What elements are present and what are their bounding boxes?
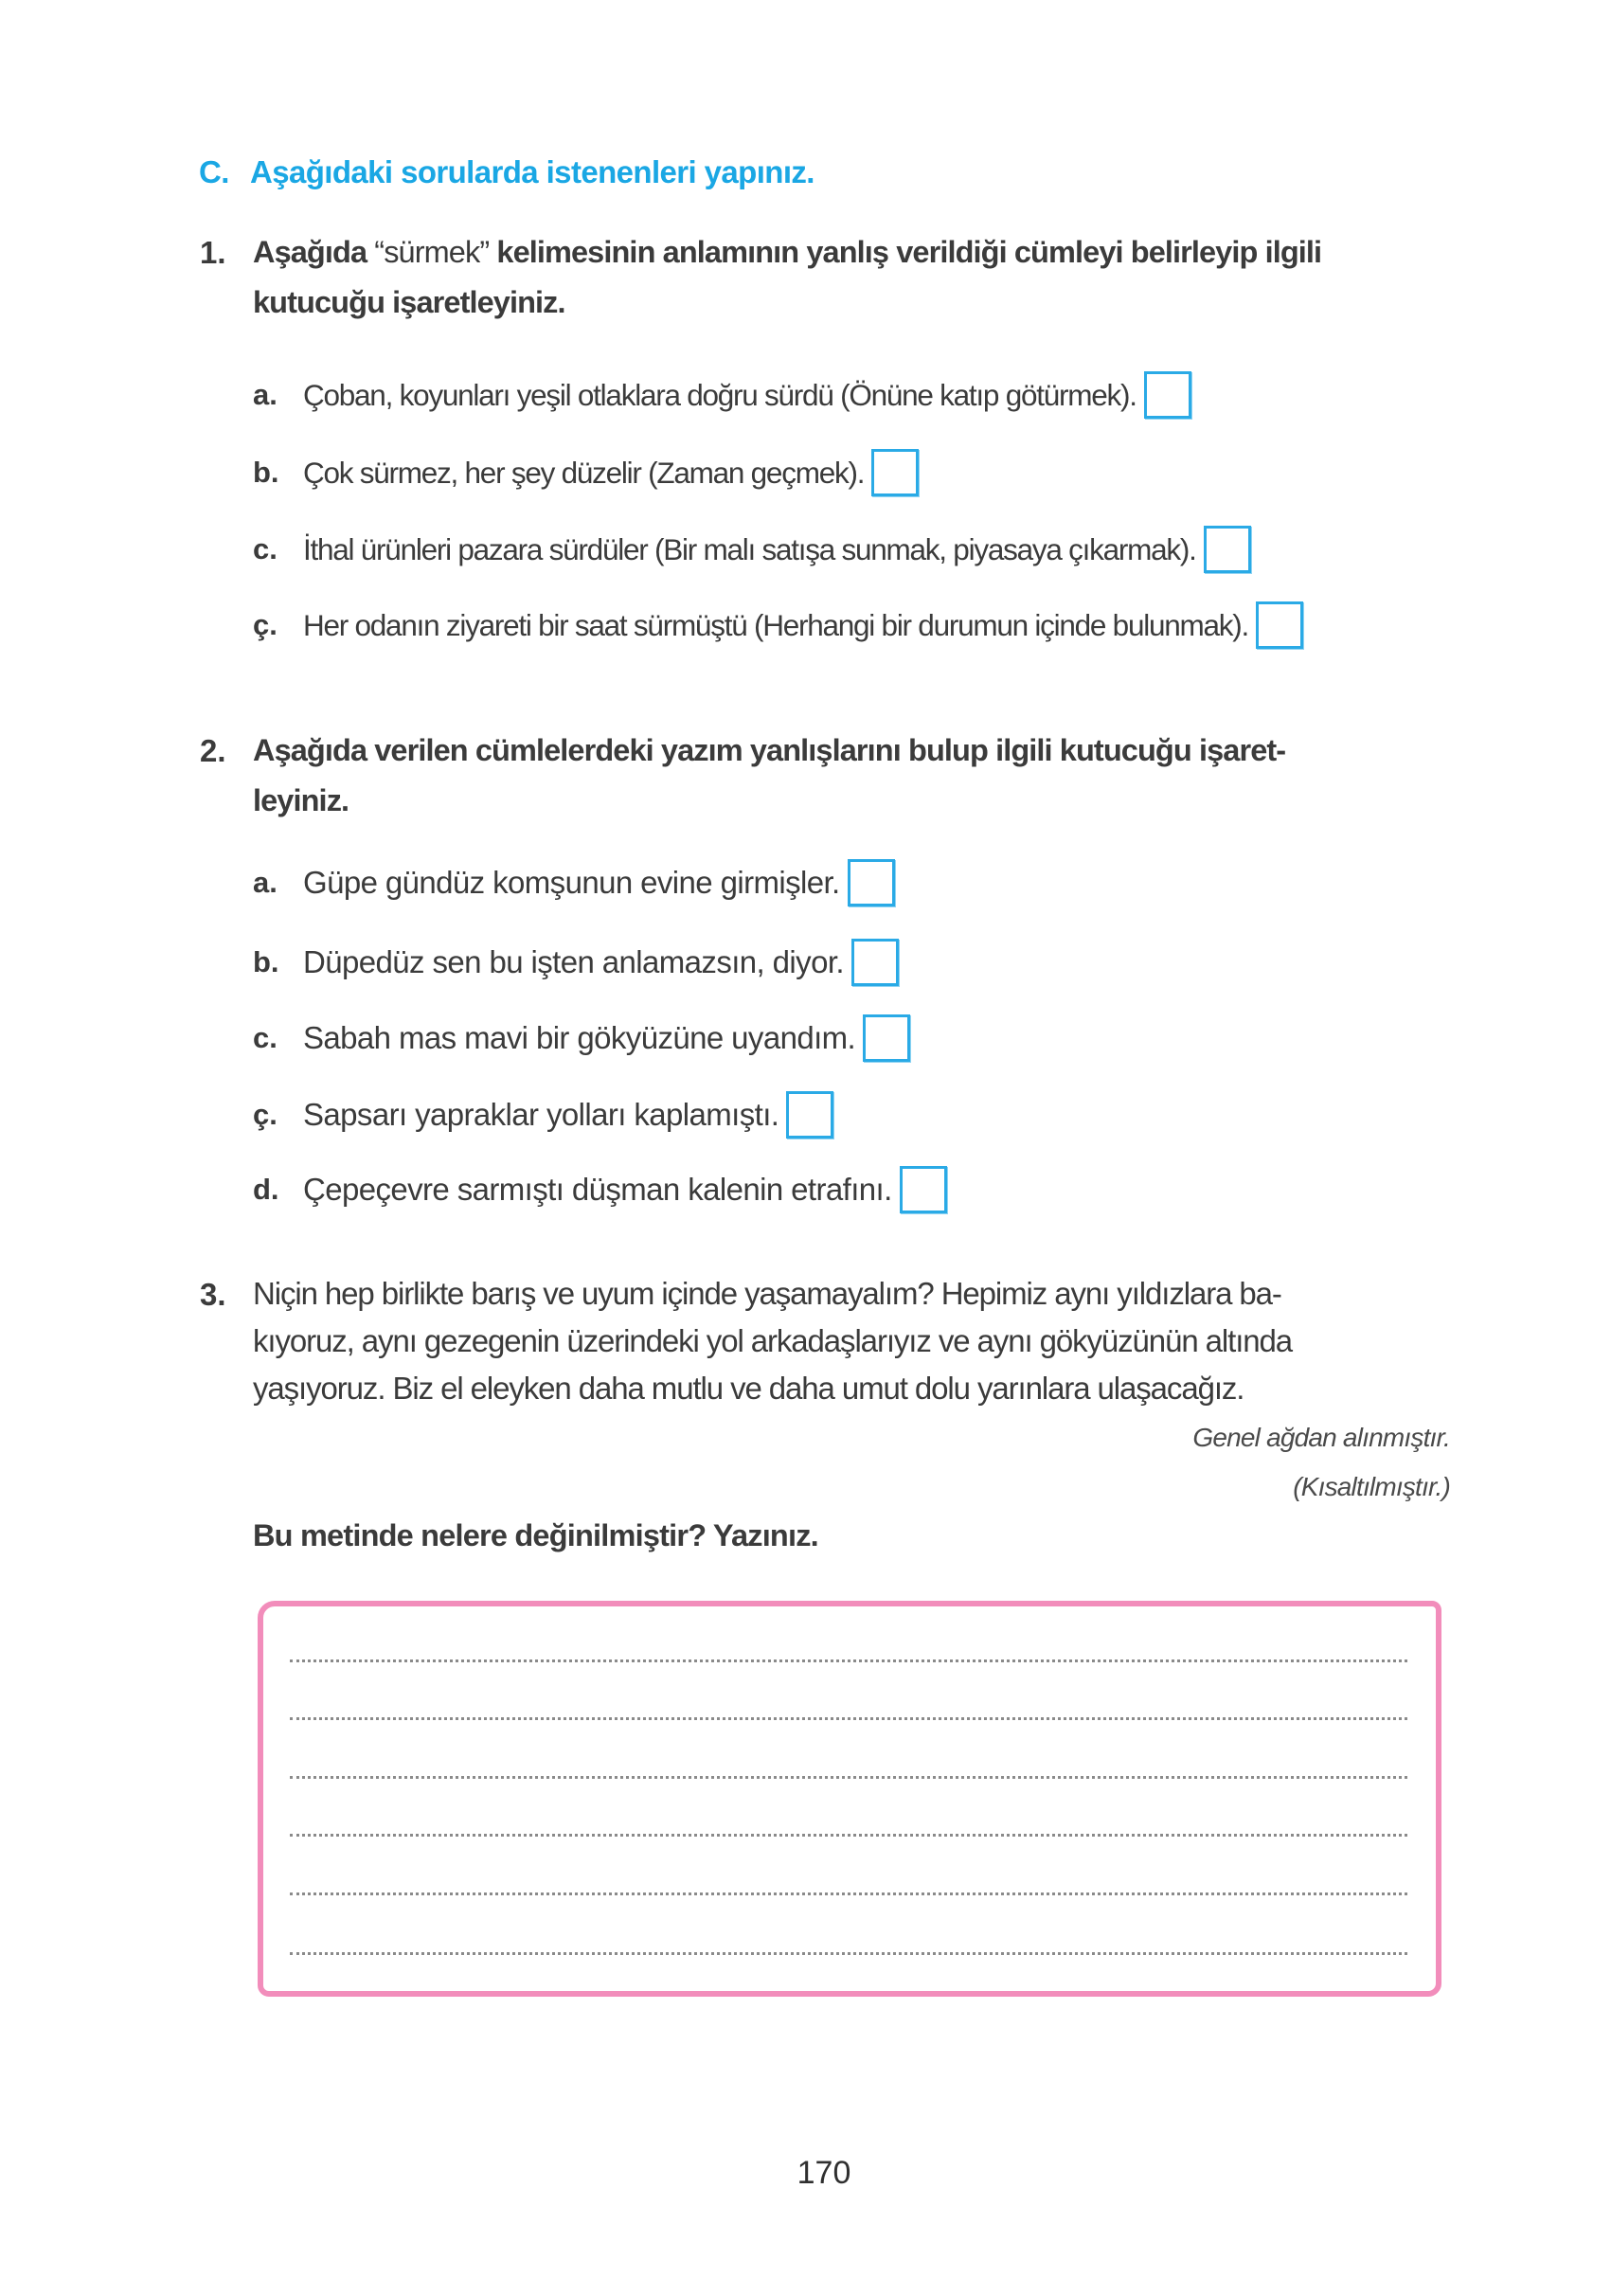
question-2-option-d (253, 1164, 947, 1215)
option-text: Düpedüz sen bu işten anlamazsın, diyor. (303, 944, 844, 979)
option-label: c. (253, 532, 277, 565)
option-label: a. (253, 866, 277, 899)
question-2-number: 2. (200, 733, 226, 768)
passage-line: Niçin hep birlikte barış ve uyum içinde yaşamayalım? Hepimiz aynı yıldızlara ba- (253, 1276, 1281, 1311)
question-3-prompt: Bu metinde nelere değinilmiştir? Yazınız. (253, 1518, 818, 1552)
question-2-option-b (253, 937, 899, 988)
answer-area[interactable] (258, 1601, 1441, 1997)
question-3-passage (253, 1270, 1452, 1412)
answer-line-3[interactable] (290, 1776, 1407, 1779)
answer-checkbox[interactable] (848, 859, 895, 906)
question-1-prompt (253, 227, 1452, 328)
answer-line-1[interactable] (290, 1659, 1407, 1662)
option-text: İthal ürünleri pazara sürdüler (Bir malı satışa sunmak, piyasaya çıkarmak). (303, 531, 1196, 566)
answer-checkbox[interactable] (851, 939, 899, 986)
passage-line: kıyoruz, aynı gezegenin üzerindeki yol arkadaşlarıyız ve aynı gökyüzünün altında (253, 1323, 1293, 1358)
page-number: 170 (797, 2155, 851, 2191)
answer-line-6[interactable] (290, 1952, 1407, 1955)
section-letter: C. (199, 154, 229, 189)
passage-line: yaşıyoruz. Biz el eleyken daha mutlu ve daha umut dolu yarınlara ulaşacağız. (253, 1371, 1244, 1406)
answer-checkbox[interactable] (786, 1091, 833, 1139)
option-label: ç. (253, 1098, 277, 1131)
option-text: Çoban, koyunları yeşil otlaklara doğru sürdü (Önüne katıp götürmek). (303, 377, 1137, 412)
option-text: Çok sürmez, her şey düzelir (Zaman geçmek). (303, 455, 865, 490)
option-label: b. (253, 456, 279, 489)
passage-source: Genel ağdan alınmıştır. (1192, 1423, 1450, 1452)
answer-line-4[interactable] (290, 1834, 1407, 1837)
option-text: Sabah mas mavi bir gökyüzüne uyandım. (303, 1020, 856, 1055)
answer-checkbox[interactable] (1144, 371, 1191, 419)
option-text: Sapsarı yapraklar yolları kaplamıştı. (303, 1097, 779, 1132)
answer-line-2[interactable] (290, 1717, 1407, 1720)
question-3-number: 3. (200, 1277, 226, 1312)
passage-note: (Kısaltılmıştır.) (1293, 1472, 1450, 1501)
answer-checkbox[interactable] (871, 449, 919, 496)
question-1-option-a (253, 369, 1191, 421)
question-2-prompt-line-1: Aşağıda verilen cümlelerdeki yazım yanlışlarını bulup ilgili kutucuğu işaret- (253, 733, 1286, 767)
question-1-keyword: “sürmek” (374, 235, 490, 269)
question-2-prompt-line-2: leyiniz. (253, 783, 349, 817)
question-2-option-a (253, 857, 895, 908)
question-1-option-c (253, 524, 1251, 575)
answer-line-5[interactable] (290, 1892, 1407, 1895)
option-text: Güpe gündüz komşunun evine girmişler. (303, 865, 840, 900)
answer-checkbox[interactable] (900, 1166, 947, 1213)
question-1-prompt-start: Aşağıda (253, 235, 375, 269)
option-text: Her odanın ziyareti bir saat sürmüştü (Herhangi bir durumun içinde bulunmak). (303, 607, 1249, 642)
question-2-option-cc (253, 1089, 833, 1140)
option-text: Çepeçevre sarmıştı düşman kalenin etrafını. (303, 1172, 892, 1207)
answer-checkbox[interactable] (1204, 526, 1251, 573)
question-2-option-c (253, 1013, 910, 1064)
question-1-prompt-end: kelimesinin anlamının yanlış verildiği cümleyi belirleyip ilgili kutucuğu işaretleyiniz. (253, 235, 1322, 319)
answer-checkbox[interactable] (1256, 601, 1303, 649)
answer-checkbox[interactable] (863, 1014, 910, 1062)
option-label: ç. (253, 608, 277, 641)
question-1-option-b (253, 447, 919, 498)
section-heading (199, 154, 814, 190)
question-1-number: 1. (200, 235, 226, 270)
option-label: a. (253, 378, 277, 411)
option-label: b. (253, 945, 279, 978)
question-2-prompt (253, 726, 1452, 826)
question-1-option-cc (253, 600, 1303, 651)
option-label: d. (253, 1173, 279, 1206)
section-title: Aşağıdaki sorularda istenenleri yapınız. (250, 154, 814, 189)
option-label: c. (253, 1021, 277, 1054)
